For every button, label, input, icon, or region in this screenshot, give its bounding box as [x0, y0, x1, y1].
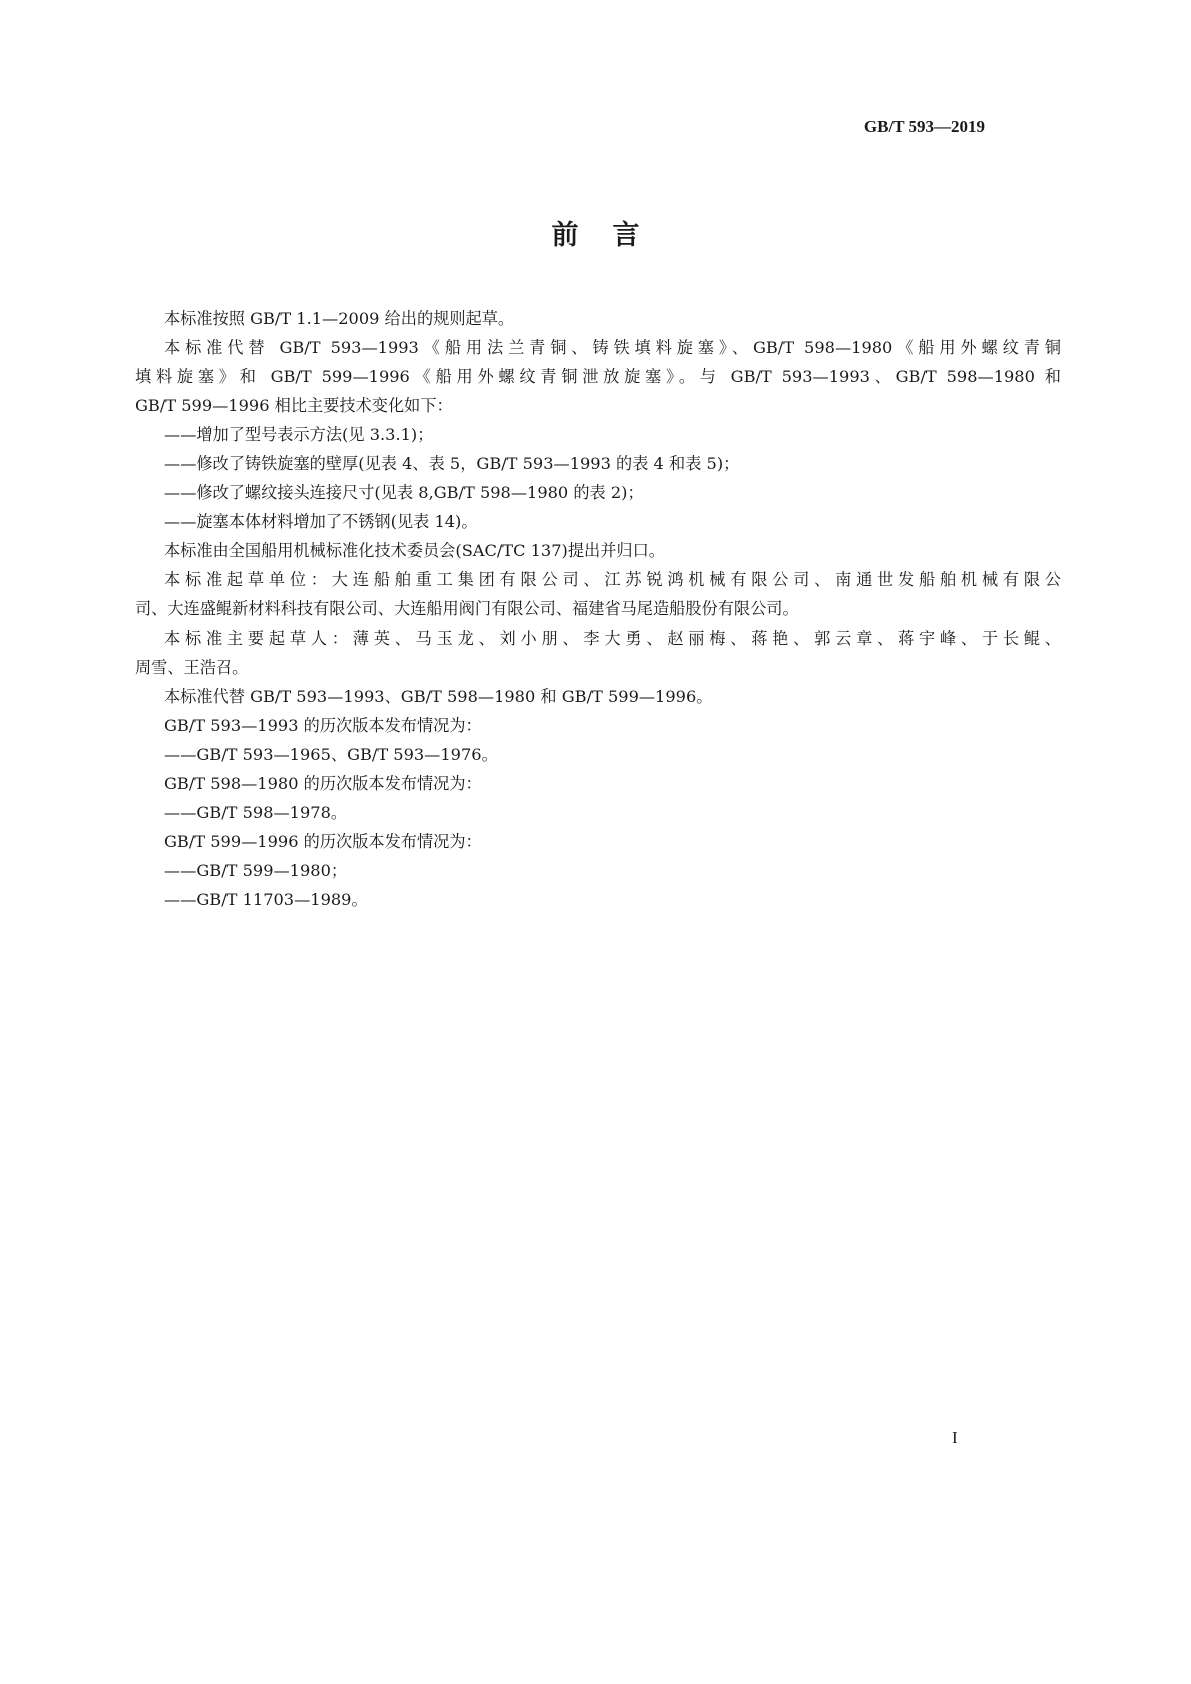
text-line: ——GB/T 599—1980；	[164, 860, 348, 880]
text-line: 本标准起草单位：大连船舶重工集团有限公司、江苏锐鸿机械有限公司、南通世发船舶机械有限公	[164, 570, 1061, 590]
text-line: 周雪、王浩召。	[135, 657, 249, 677]
text-line: GB/T 599—1996 的历次版本发布情况为：	[164, 831, 482, 851]
standard-number: GB/T 593—2019	[863, 117, 985, 136]
text-line: GB/T 598—1980 的历次版本发布情况为：	[164, 773, 482, 793]
text-line: GB/T 599—1996 相比主要技术变化如下：	[135, 396, 453, 416]
text-line: 本标准主要起草人：薄英、马玉龙、刘小朋、李大勇、赵丽梅、蒋艳、郭云章、蒋宇峰、于长鲲、	[164, 628, 1061, 648]
text-line: GB/T 593—1993 的历次版本发布情况为：	[164, 715, 482, 735]
text-line: 本标准按照 GB/T 1.1—2009 给出的规则起草。	[164, 309, 515, 328]
page-number: I	[952, 1428, 958, 1447]
text-line: ——增加了型号表示方法(见 3.3.1)；	[164, 425, 434, 445]
page-title: 前言	[551, 220, 674, 251]
text-line: ——GB/T 598—1978。	[164, 802, 348, 822]
text-line: ——GB/T 11703—1989。	[164, 889, 368, 909]
text-line: 本标准由全国船用机械标准化技术委员会(SAC/TC 137)提出并归口。	[164, 541, 665, 561]
text-line: 填料旋塞》和 GB/T 599—1996《船用外螺纹青铜泄放旋塞》。与 GB/T 593—1993、GB/T 598—1980 和	[135, 367, 1061, 387]
foreword-body	[135, 304, 1061, 914]
text-line: ——GB/T 593—1965、GB/T 593—1976。	[164, 744, 498, 764]
text-line: ——旋塞本体材料增加了不锈钢(见表 14)。	[164, 512, 478, 532]
text-line: 本标准代替 GB/T 593—1993、GB/T 598—1980 和 GB/T 599—1996。	[164, 686, 713, 706]
text-line: 司、大连盛鲲新材料科技有限公司、大连船用阀门有限公司、福建省马尾造船股份有限公司。	[135, 599, 799, 619]
text-line: ——修改了铸铁旋塞的壁厚(见表 4、表 5，GB/T 593—1993 的表 4 和表 5)；	[164, 454, 740, 474]
text-line: 本标准代替 GB/T 593—1993《船用法兰青铜、铸铁填料旋塞》、GB/T 598—1980《船用外螺纹青铜	[164, 338, 1061, 358]
text-line: ——修改了螺纹接头连接尺寸(见表 8,GB/T 598—1980 的表 2)；	[164, 483, 644, 503]
